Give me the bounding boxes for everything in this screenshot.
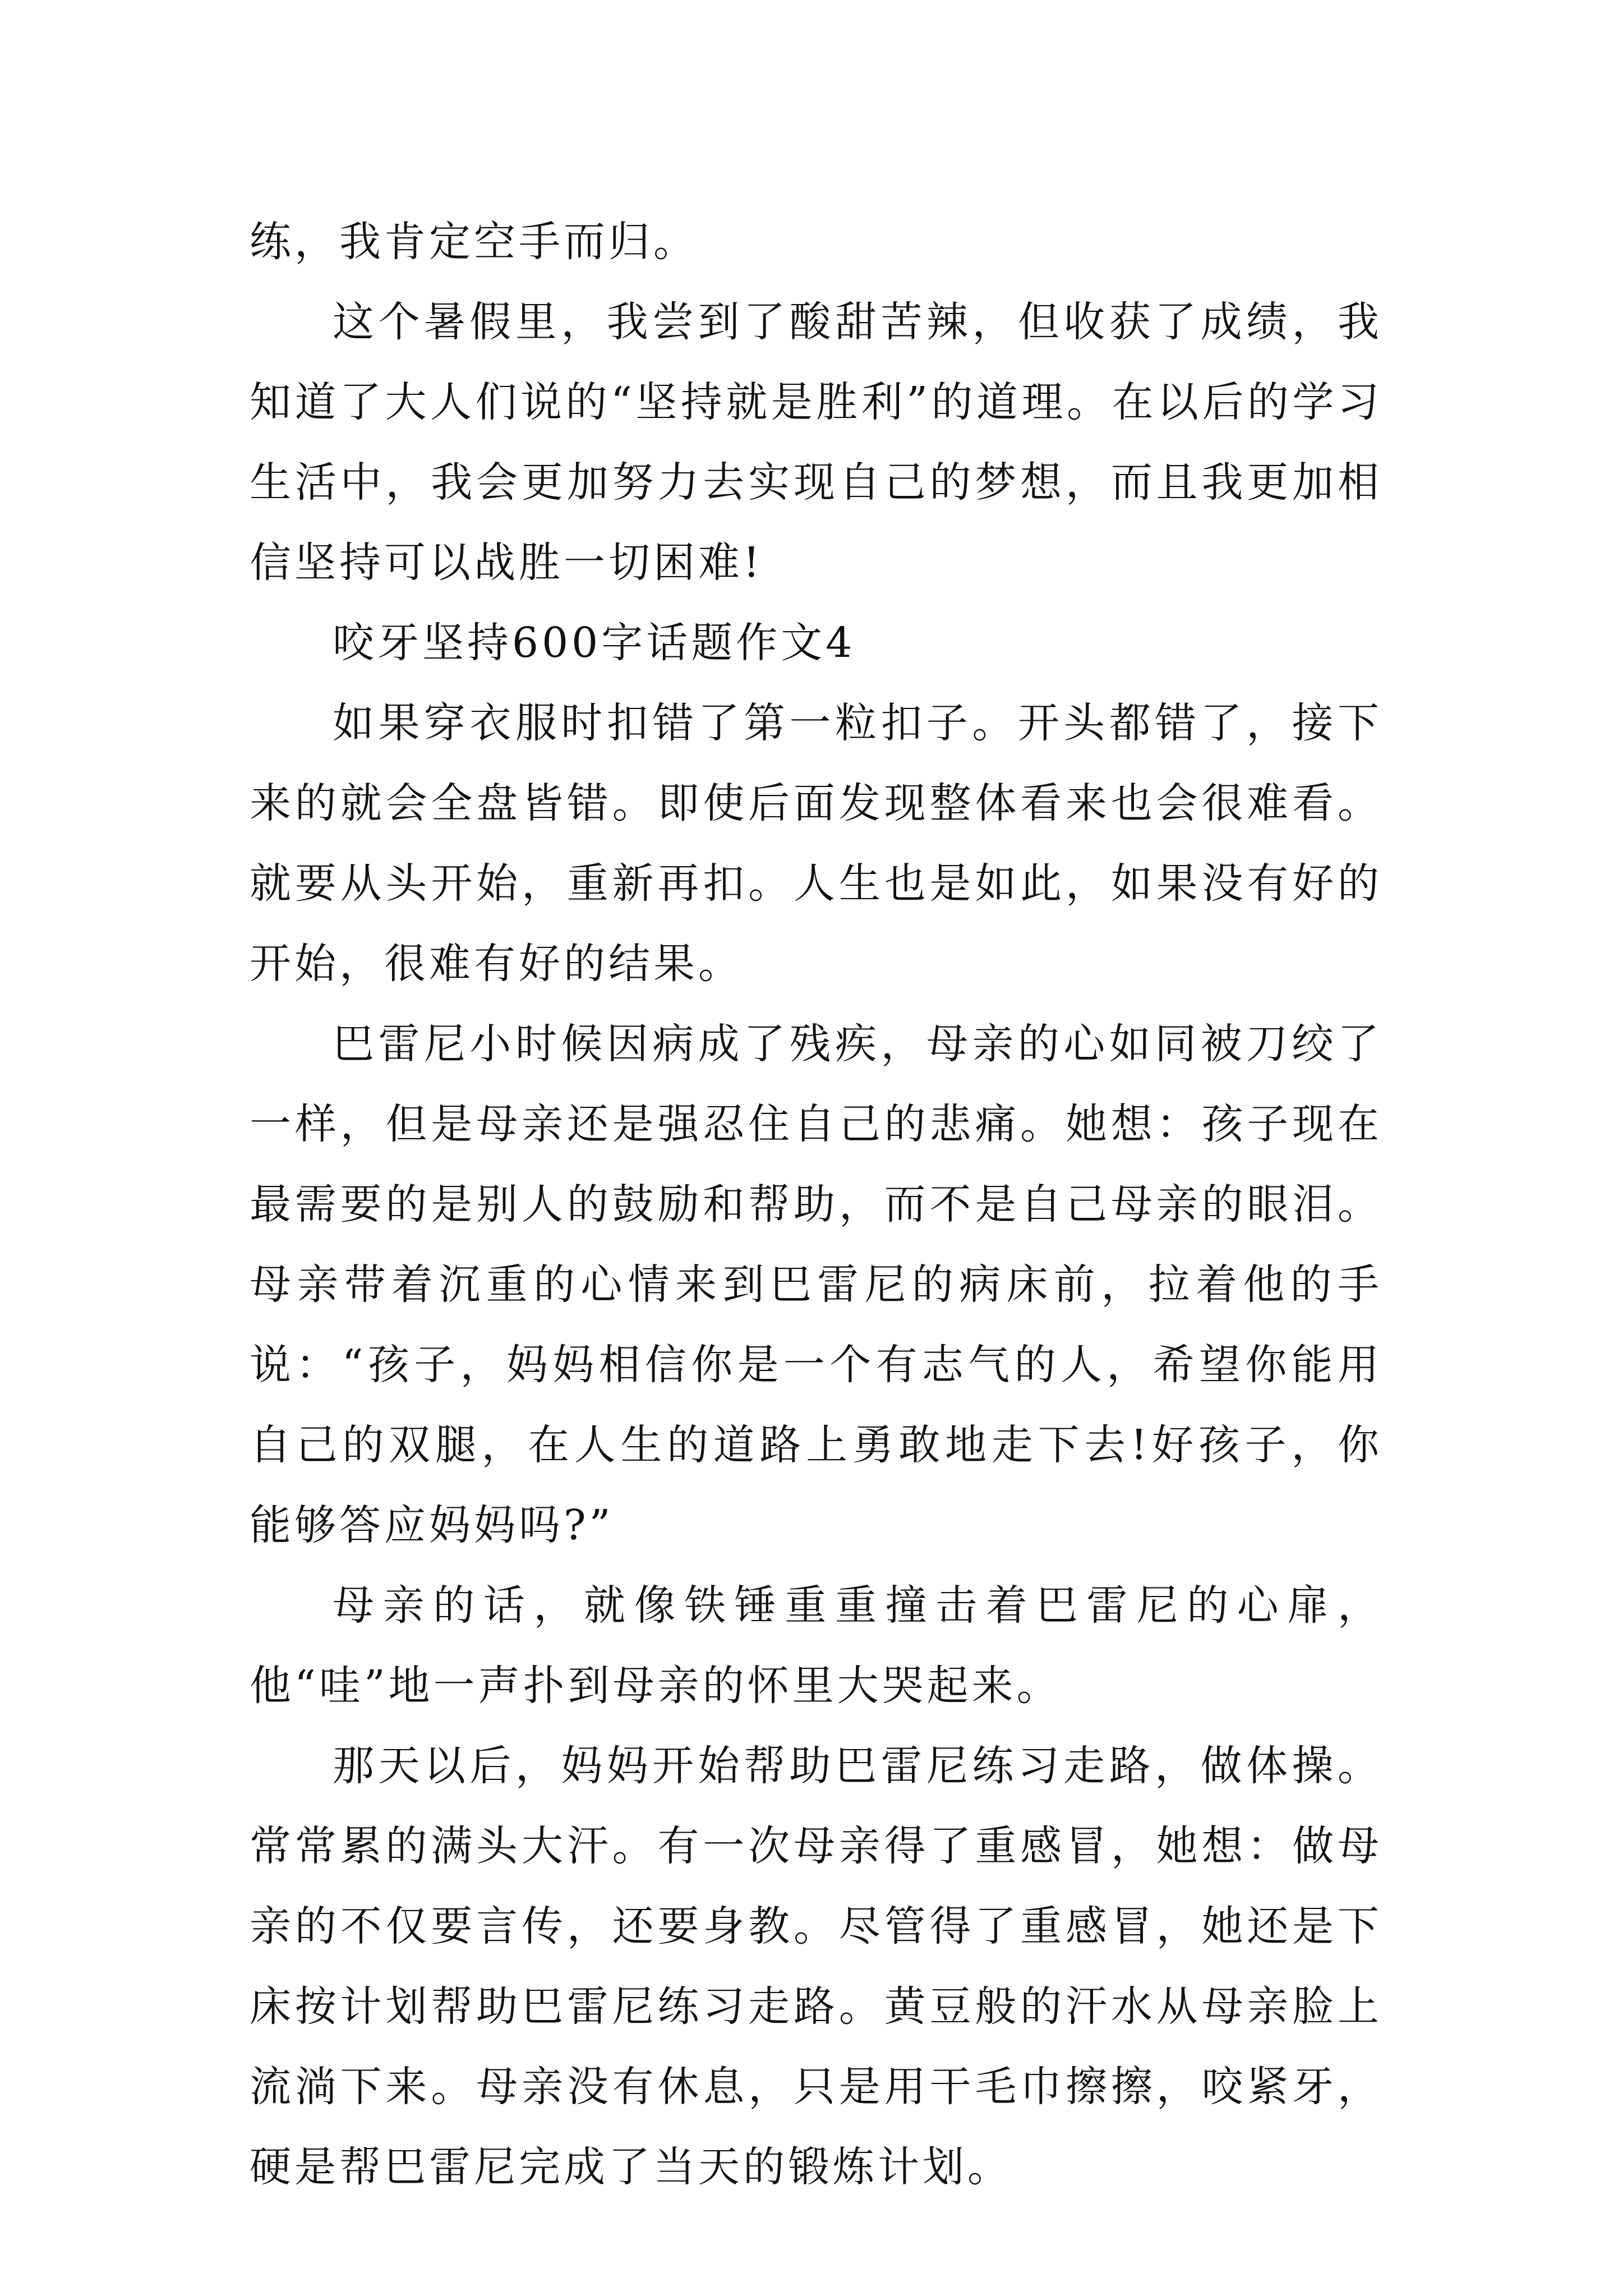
paragraph-5: 母亲的话，就像铁锤重重撞击着巴雷尼的心扉，他“哇”地一声扑到母亲的怀里大哭起来。 [250, 1581, 1382, 1710]
section-heading: 咬牙坚持600字话题作文4 [333, 619, 856, 667]
document-body [250, 202, 1382, 2207]
paragraph-6: 那天以后，妈妈开始帮助巴雷尼练习走路，做体操。常常累的满头大汗。有一次母亲得了重感冒，她想：做母亲的不仅要言传，还要身教。尽管得了重感冒，她还是下床按计划帮助巴雷尼练习走路。黄豆般的汗水从母亲脸上流淌下来。母亲没有休息，只是用干毛巾擦擦，咬紧牙，硬是帮巴雷尼完成了当天的锻炼计划。 [250, 1742, 1382, 2191]
paragraph-1: 练，我肯定空手而归。 [250, 218, 698, 266]
paragraph-3: 如果穿衣服时扣错了第一粒扣子。开头都错了，接下来的就会全盘皆错。即使后面发现整体看来也会很难看。就要从头开始，重新再扣。人生也是如此，如果没有好的开始，很难有好的结果。 [250, 699, 1382, 988]
paragraph-4: 巴雷尼小时候因病成了残疾，母亲的心如同被刀绞了一样，但是母亲还是强忍住自己的悲痛。她想：孩子现在最需要的是别人的鼓励和帮助，而不是自己母亲的眼泪。母亲带着沉重的心情来到巴雷尼的病床前，拉着他的手说：“孩子，妈妈相信你是一个有志气的人，希望你能用自己的双腿，在人生的道路上勇敢地走下去!好孩子，你能够答应妈妈吗?” [250, 1020, 1382, 1549]
paragraph-2: 这个暑假里，我尝到了酸甜苦辣，但收获了成绩，我知道了大人们说的“坚持就是胜利”的道理。在以后的学习生活中，我会更加努力去实现自己的梦想，而且我更加相信坚持可以战胜一切困难! [250, 298, 1382, 587]
